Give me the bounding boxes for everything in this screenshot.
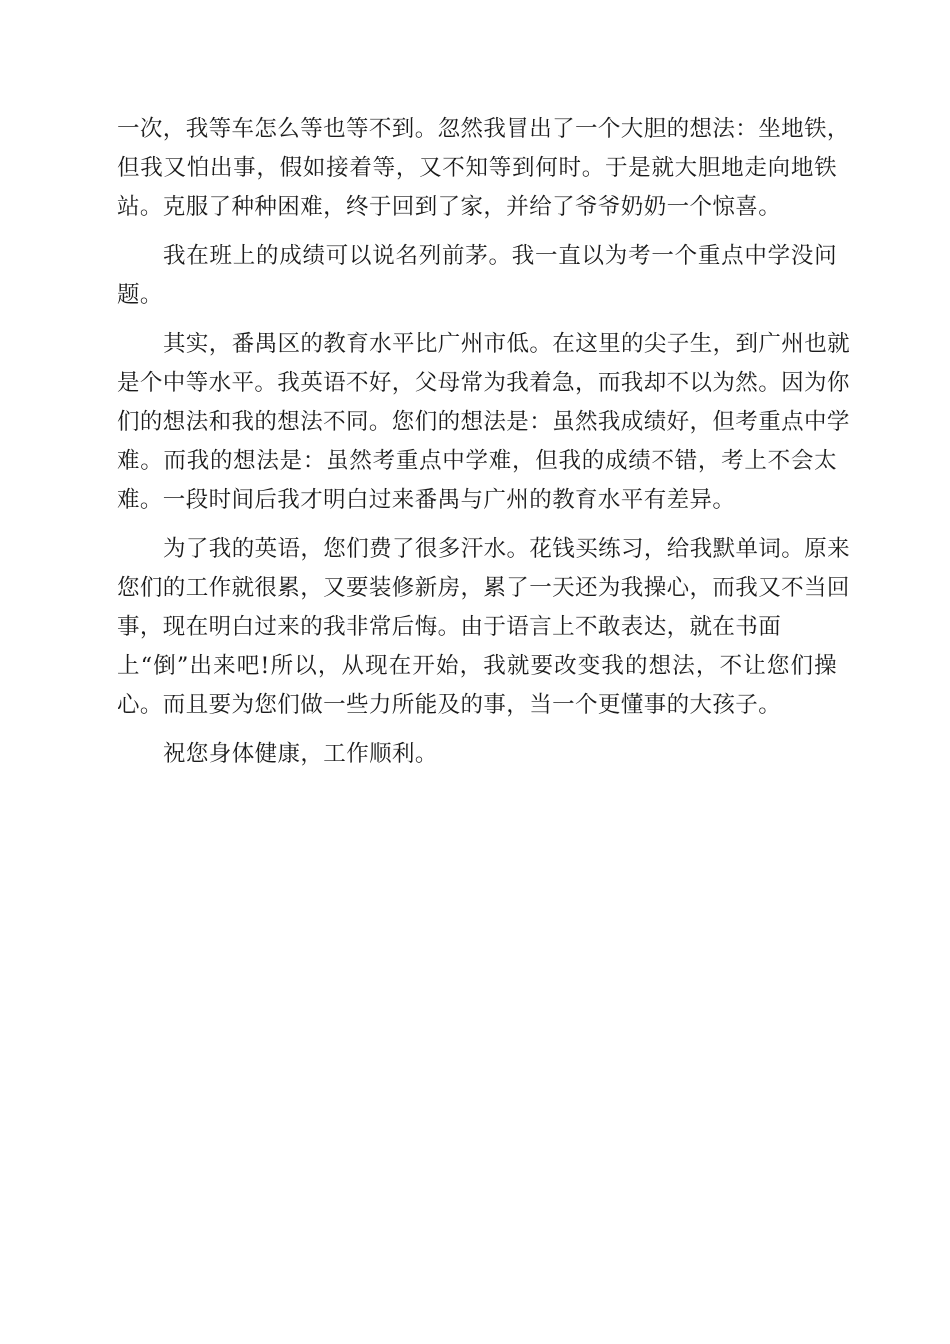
text-line: 站。克服了种种困难，终于回到了家，并给了爷爷奶奶一个惊喜。 [117,194,782,220]
text-line: 我在班上的成绩可以说名列前茅。我一直以为考一个重点中学没问 [163,243,837,269]
text-line: 一次，我等车怎么等也等不到。忽然我冒出了一个大胆的想法：坐地铁， [117,116,850,142]
text-line: 祝您身体健康，工作顺利。 [163,741,438,767]
paragraph-3 [117,325,851,520]
text-line: 们的想法和我的想法不同。您们的想法是：虽然我成绩好，但考重点中学 [117,409,850,435]
letter-body [117,110,851,774]
text-line: 您们的工作就很累，又要装修新房，累了一天还为我操心，而我又不当回 [117,575,850,601]
paragraph-5 [117,735,837,774]
text-line: 难。一段时间后我才明白过来番禺与广州的教育水平有差异。 [117,487,736,513]
text-line: 事，现在明白过来的我非常后悔。由于语言上不敢表达，就在书面 [117,614,782,640]
text-line: 题。 [117,282,163,308]
text-line: 其实，番禺区的教育水平比广州市低。在这里的尖子生，到广州也就 [163,331,851,357]
paragraph-2 [117,237,837,315]
paragraph-4 [117,530,851,725]
paragraph-1 [117,110,850,227]
text-line: 心。而且要为您们做一些力所能及的事，当一个更懂事的大孩子。 [117,692,782,718]
text-line: 上“倒”出来吧!所以，从现在开始，我就要改变我的想法，不让您们操 [117,653,837,679]
text-line: 是个中等水平。我英语不好，父母常为我着急，而我却不以为然。因为你 [117,370,850,396]
text-line: 为了我的英语，您们费了很多汗水。花钱买练习，给我默单词。原来 [163,536,851,562]
text-line: 但我又怕出事，假如接着等，又不知等到何时。于是就大胆地走向地铁 [117,155,837,181]
text-line: 难。而我的想法是：虽然考重点中学难，但我的成绩不错，考上不会太 [117,448,837,474]
